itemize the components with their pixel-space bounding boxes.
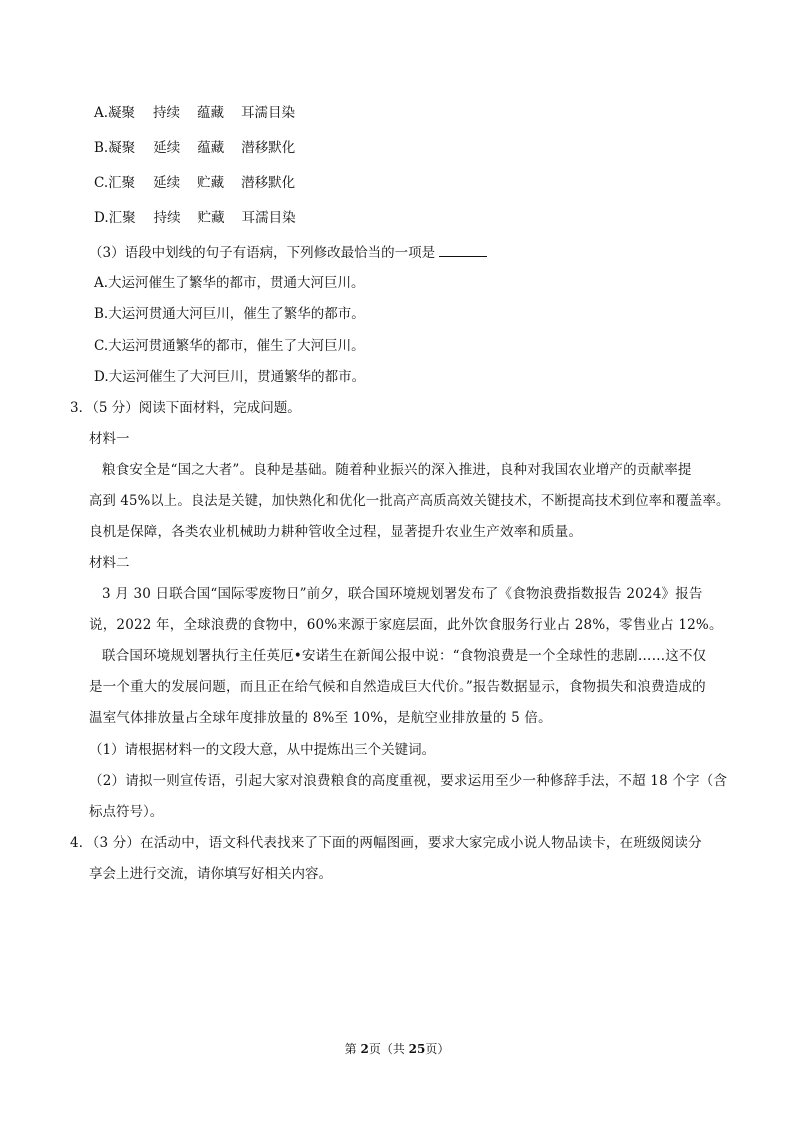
option-letter: A.	[94, 105, 109, 121]
material-2-line: 联合国环境规划署执行主任英厄•安诺生在新闻公报中说：“食物浪费是一个全球性的悲剧……这不仅	[102, 648, 707, 664]
material-1-line: 良机是保障，各类农业机械助力耕种管收全过程，显著提升农业生产效率和质量。	[89, 524, 583, 540]
material-1-line: 粮食安全是“国之大者”。良种是基础。随着种业振兴的深入推进，良种对我国农业增产的贡献率提	[102, 462, 692, 478]
question-4-line: 4．（3 分）在活动中，语文科代表找来了下面的两幅图画，要求大家完成小说人物品读卡，在班级阅读分	[70, 835, 702, 851]
option-word: 持续	[153, 105, 181, 121]
total-page-number: 25	[408, 1042, 426, 1056]
option-a-words	[94, 103, 295, 123]
option-letter: C.	[94, 175, 109, 191]
option-word: 持续	[153, 210, 181, 226]
option-word: 贮藏	[197, 210, 225, 226]
material-2-line: 说，2022 年，全球浪费的食物中，60%来源于家庭层面，此外饮食服务行业占 28%，零售业占 12%。	[89, 617, 723, 633]
subquestion-3-stem: （3）语段中划线的句子有语病，下列修改最恰当的一项是	[89, 242, 487, 263]
option-word: 汇聚	[108, 175, 136, 191]
option-letter: D.	[94, 210, 109, 226]
material-2-line: 温室气体排放量占全球年度排放量的 8%至 10%，是航空业排放量的 5 倍。	[89, 710, 552, 726]
sub3-option-d: D.大运河催生了大河巨川，贯通繁华的都市。	[94, 369, 366, 385]
option-letter: B.	[94, 140, 109, 156]
option-word: 蕴藏	[197, 105, 225, 121]
answer-blank	[439, 242, 487, 257]
option-word: 凝聚	[108, 105, 136, 121]
option-word: 延续	[153, 175, 181, 191]
material-2-line: 是一个重大的发展问题，而且正在给气候和自然造成巨大代价。”报告数据显示，食物损失和浪费造成的	[89, 679, 706, 695]
option-d-words	[94, 208, 296, 228]
option-word: 凝聚	[108, 140, 136, 156]
option-b-words	[94, 138, 295, 158]
material-1-title: 材料一	[89, 431, 130, 447]
material-2-title: 材料二	[89, 555, 130, 571]
subquestion-2-line: 标点符号）。	[89, 804, 164, 820]
option-c-words	[94, 173, 295, 193]
option-word: 汇聚	[108, 210, 136, 226]
material-1-line: 高到 45%以上。良法是关键，加快熟化和优化一批高产高质高效关键技术，不断提高技术到位率和覆盖率。	[89, 493, 730, 509]
question-4-line: 享会上进行交流，请你填写好相关内容。	[89, 866, 332, 882]
option-word: 延续	[153, 140, 181, 156]
material-2-line: 3 月 30 日联合国“国际零废物日”前夕，联合国环境规划署发布了《食物浪费指数报告 2024》报告	[102, 586, 703, 602]
subquestion-2-line: （2）请拟一则宣传语，引起大家对浪费粮食的高度重视，要求运用至少一种修辞手法，不超 18 个字（含	[89, 773, 728, 789]
option-word: 耳濡目染	[241, 105, 296, 121]
sub3-option-a: A.大运河催生了繁华的都市，贯通大河巨川。	[94, 275, 365, 291]
current-page-number: 2	[360, 1042, 369, 1056]
question-3-stem: 3．（5 分）阅读下面材料，完成问题。	[70, 400, 301, 416]
option-word: 贮藏	[197, 175, 225, 191]
option-word: 耳濡目染	[241, 210, 296, 226]
subquestion-1: （1）请根据材料一的文段大意，从中提炼出三个关键词。	[89, 742, 436, 758]
option-word: 潜移默化	[241, 175, 296, 191]
page-footer: 第 2页（共 25页）	[344, 1042, 450, 1056]
sub3-option-c: C.大运河贯通繁华的都市，催生了大河巨川。	[94, 338, 365, 354]
option-word: 潜移默化	[241, 140, 296, 156]
sub3-option-b: B.大运河贯通大河巨川，催生了繁华的都市。	[94, 306, 365, 322]
option-word: 蕴藏	[197, 140, 225, 156]
